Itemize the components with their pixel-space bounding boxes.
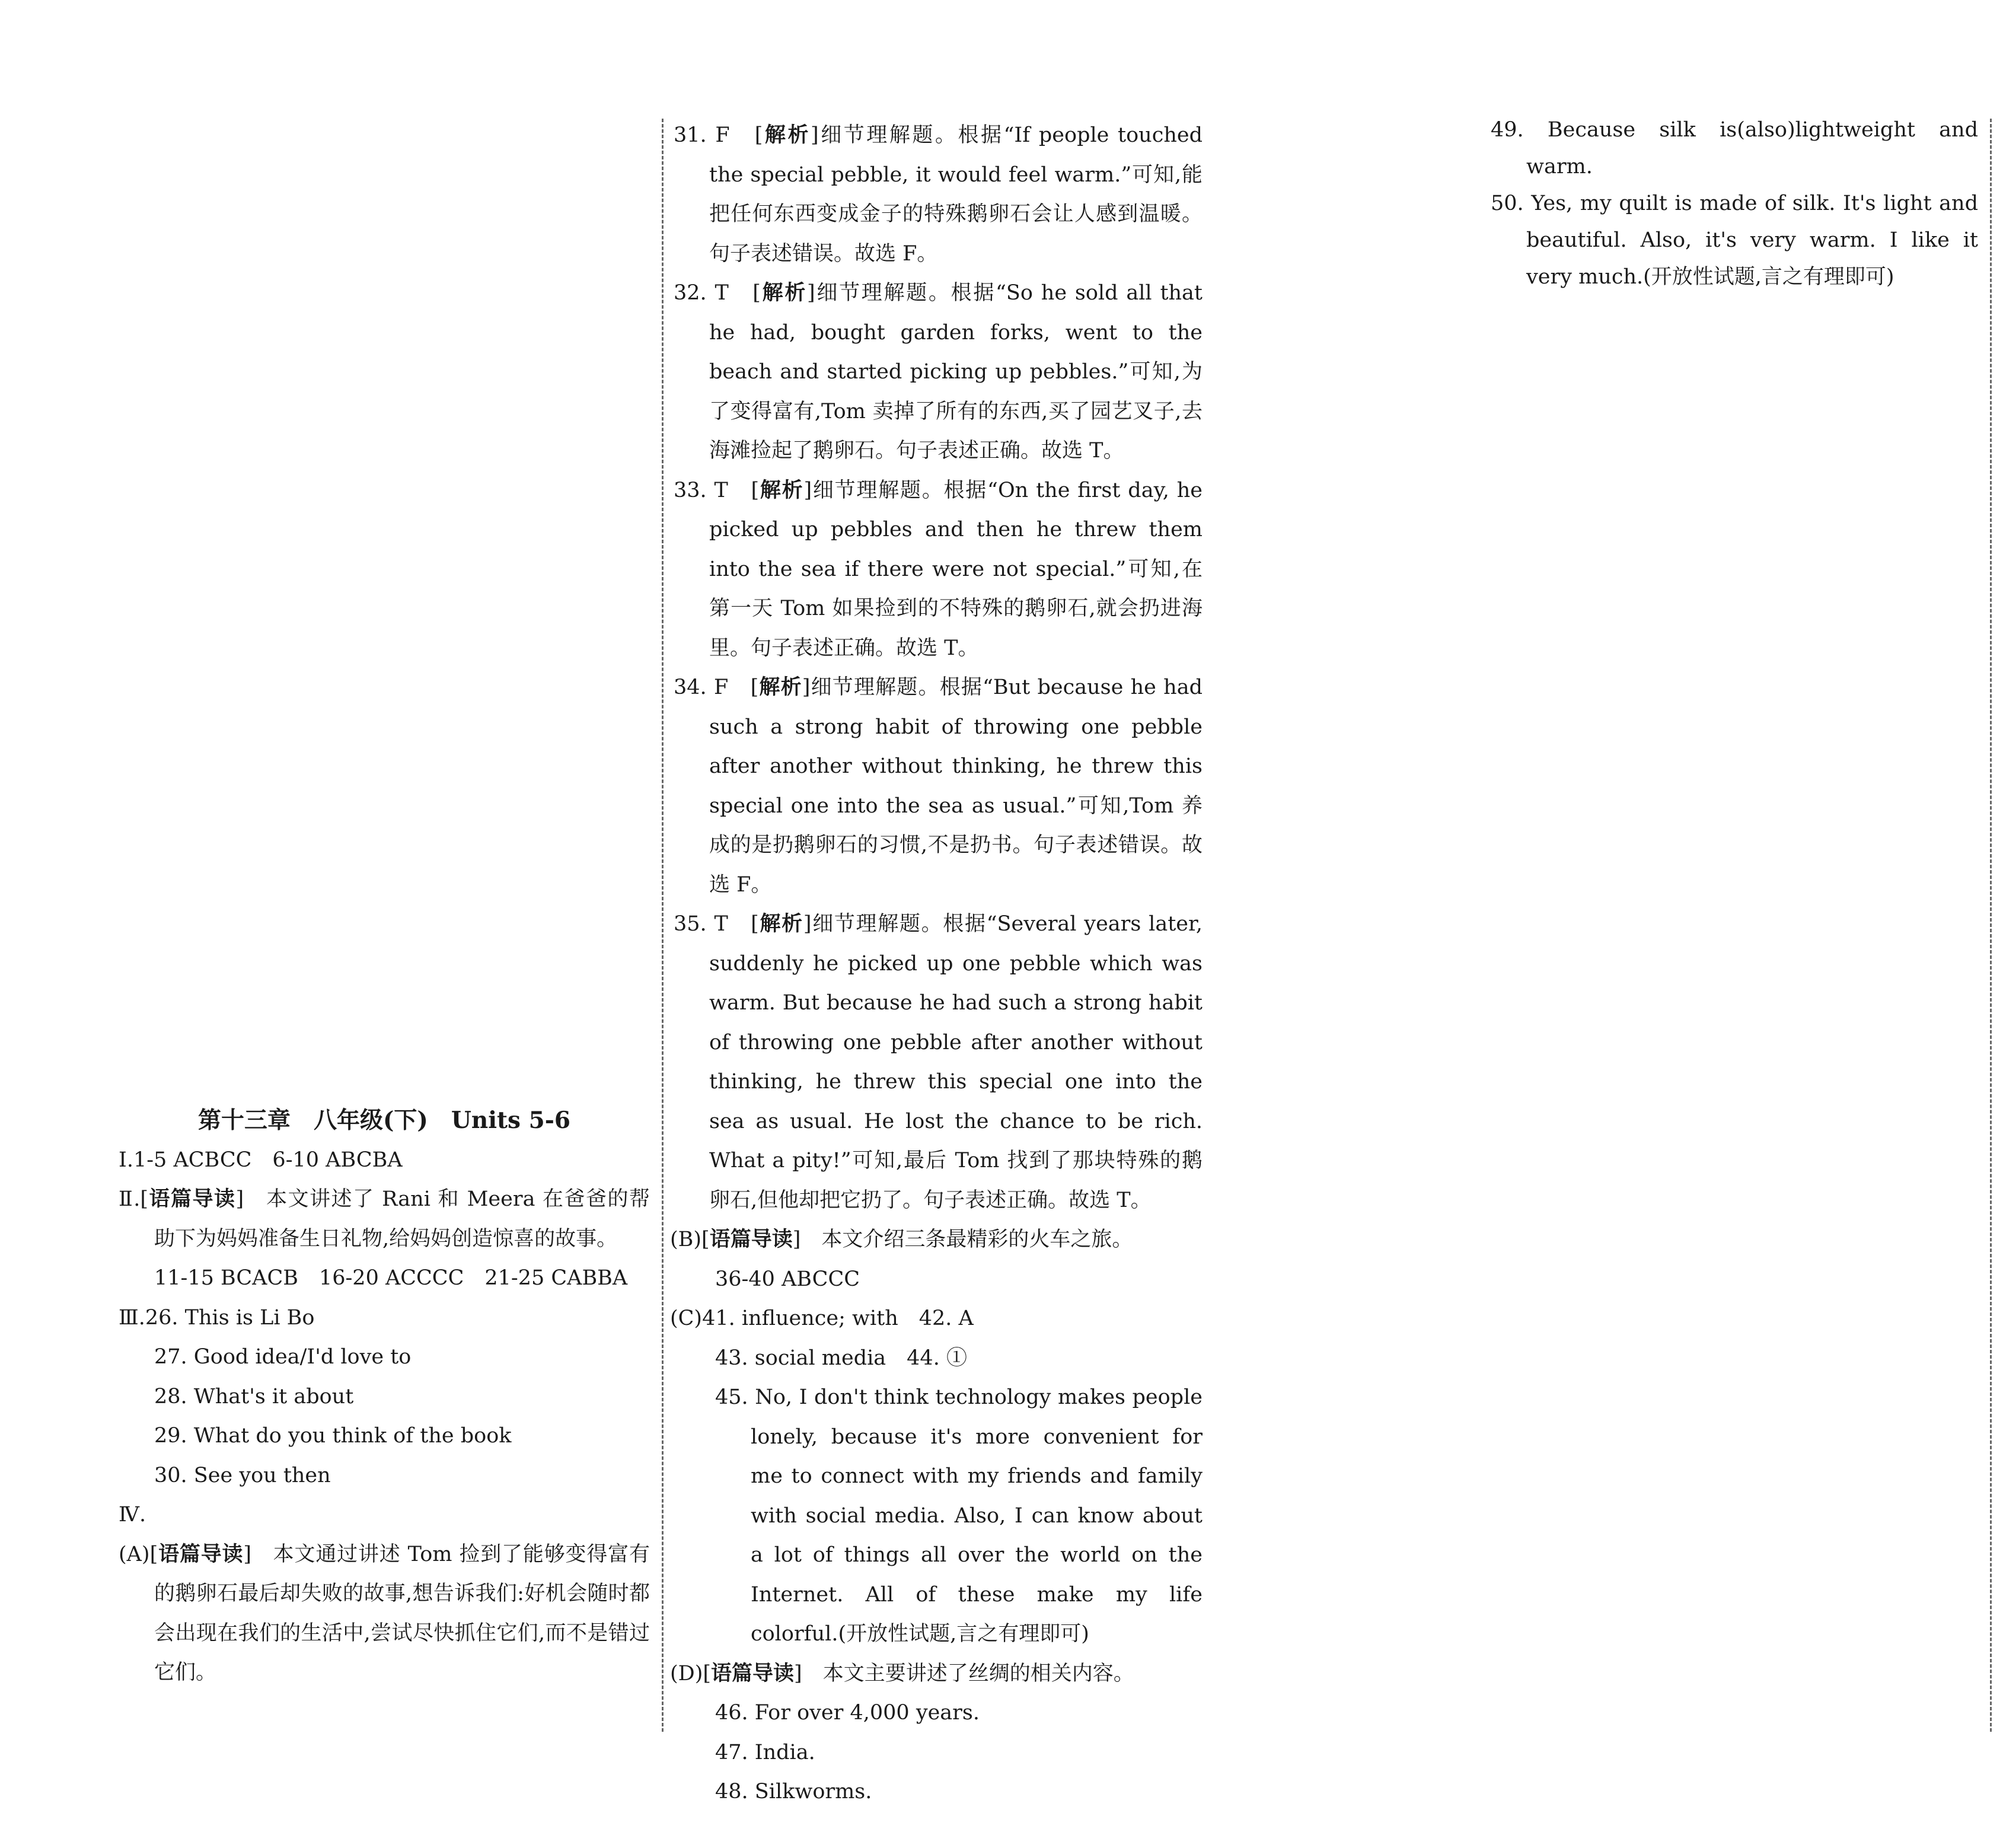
answer-47: 47. India. (715, 1740, 815, 1764)
chapter-title: 第十三章 八年级(下) Units 5-6 (197, 1107, 571, 1134)
passage-b-answers: 36-40 ABCCC (715, 1267, 860, 1291)
section-2-answers: 11-15 BCACB 16-20 ACCCC 21-25 CABBA (154, 1266, 628, 1290)
answer-30: 30. See you then (154, 1463, 331, 1487)
answer-43-44: 43. social media 44. ① (715, 1346, 967, 1370)
guide-tag: 语篇导读 (148, 1187, 236, 1211)
answer-50: 50. Yes, my quilt is made of silk. It's light and beautiful. Also, it's very warm. I like it very much.(开放性试题,言之有理即可) (1491, 192, 1978, 289)
answer-27: 27. Good idea/I'd love to (154, 1345, 412, 1369)
passage-d-guide: (D)[语篇导读] 本文主要讲述了丝绸的相关内容。 (670, 1661, 1134, 1685)
answer-31: 31. F [解析]细节理解题。根据“If people touched the special pebble, it would feel warm.”可知,能把任何东西变成金子的特殊鹅卵石会让人感到温暖。句子表述错误。故选 F。 (674, 123, 1203, 266)
section-2-guide: Ⅱ.[语篇导读] 本文讲述了 Rani 和 Meera 在爸爸的帮助下为妈妈准备生日礼物,给妈妈创造惊喜的故事。 (119, 1187, 650, 1251)
answer-49: 49. Because silk is(also)lightweight and warm. (1491, 118, 1978, 179)
analysis-tag: 解析 (763, 123, 811, 147)
guide-tag: 语篇导读 (711, 1661, 795, 1685)
answer-46: 46. For over 4,000 years. (715, 1701, 980, 1725)
answer-29: 29. What do you think of the book (154, 1424, 512, 1448)
left-column (119, 1101, 650, 1693)
passage-b-guide: (B)[语篇导读] 本文介绍三条最精彩的火车之旅。 (670, 1228, 1133, 1251)
answer-45: 45. No, I don't think technology makes people lonely, because it's more convenient for me to connect with my friends and family with social media. Also, I can know about a lot of things all over the world on the Internet. All of these make my life colorful.(开放性试题,言之有理即可) (715, 1385, 1203, 1646)
passage-a-guide: (A)[语篇导读] 本文通过讲述 Tom 捡到了能够变得富有的鹅卵石最后却失败的故事,想告诉我们:好机会随时都会出现在我们的生活中,尝试尽快抓住它们,而不是错过它们。 (119, 1542, 650, 1684)
answer-48: 48. Silkworms. (715, 1780, 872, 1804)
analysis-tag: 解析 (758, 912, 803, 936)
column-divider-right (1990, 119, 1992, 1732)
answer-26: Ⅲ.26. This is Li Bo (119, 1305, 315, 1330)
guide-tag: 语篇导读 (709, 1228, 793, 1251)
answer-41-42: (C)41. influence; with 42. A (670, 1307, 974, 1330)
answer-32: 32. T [解析]细节理解题。根据“So he sold all that he had, bought garden forks, went to the beach and started picking up pebbles.”可知,为了变得富有,Tom 卖掉了所有的东西,买了园艺叉子,去海滩捡起了鹅卵石。句子表述正确。故选 T。 (674, 281, 1203, 463)
section-1-answers: Ⅰ.1-5 ACBCC 6-10 ABCBA (119, 1148, 403, 1172)
answer-34: 34. F [解析]细节理解题。根据“But because he had such a strong habit of throwing one pebble after another without thinking, he threw this special one into the sea as usual.”可知,Tom 养成的是扔鹅卵石的习惯,不是扔书。句子表述错误。故选 F。 (674, 676, 1203, 897)
analysis-tag: 解析 (759, 478, 804, 502)
answer-35: 35. T [解析]细节理解题。根据“Several years later, suddenly he picked up one pebble which was warm. But because he had such a strong habit of throwing one pebble after another without thinking, he threw this special one into the sea as usual. He lost the chance to be rich. What a pity!”可知,最后 Tom 找到了那块特殊的鹅卵石,但他却把它扔了。句子表述正确。故选 T。 (674, 912, 1203, 1212)
guide-tag: 语篇导读 (158, 1542, 244, 1566)
right-column (1491, 111, 1978, 295)
answer-28: 28. What's it about (154, 1384, 354, 1409)
answer-33: 33. T [解析]细节理解题。根据“On the first day, he picked up pebbles and then he threw them into the sea if there were not special.”可知,在第一天 Tom 如果捡到的不特殊的鹅卵石,就会扔进海里。句子表述正确。故选 T。 (674, 478, 1203, 660)
analysis-tag: 解析 (758, 676, 802, 699)
section-4-heading: Ⅳ. (119, 1503, 146, 1527)
analysis-tag: 解析 (760, 281, 808, 305)
column-divider-left (662, 119, 664, 1732)
middle-column (670, 116, 1203, 1812)
